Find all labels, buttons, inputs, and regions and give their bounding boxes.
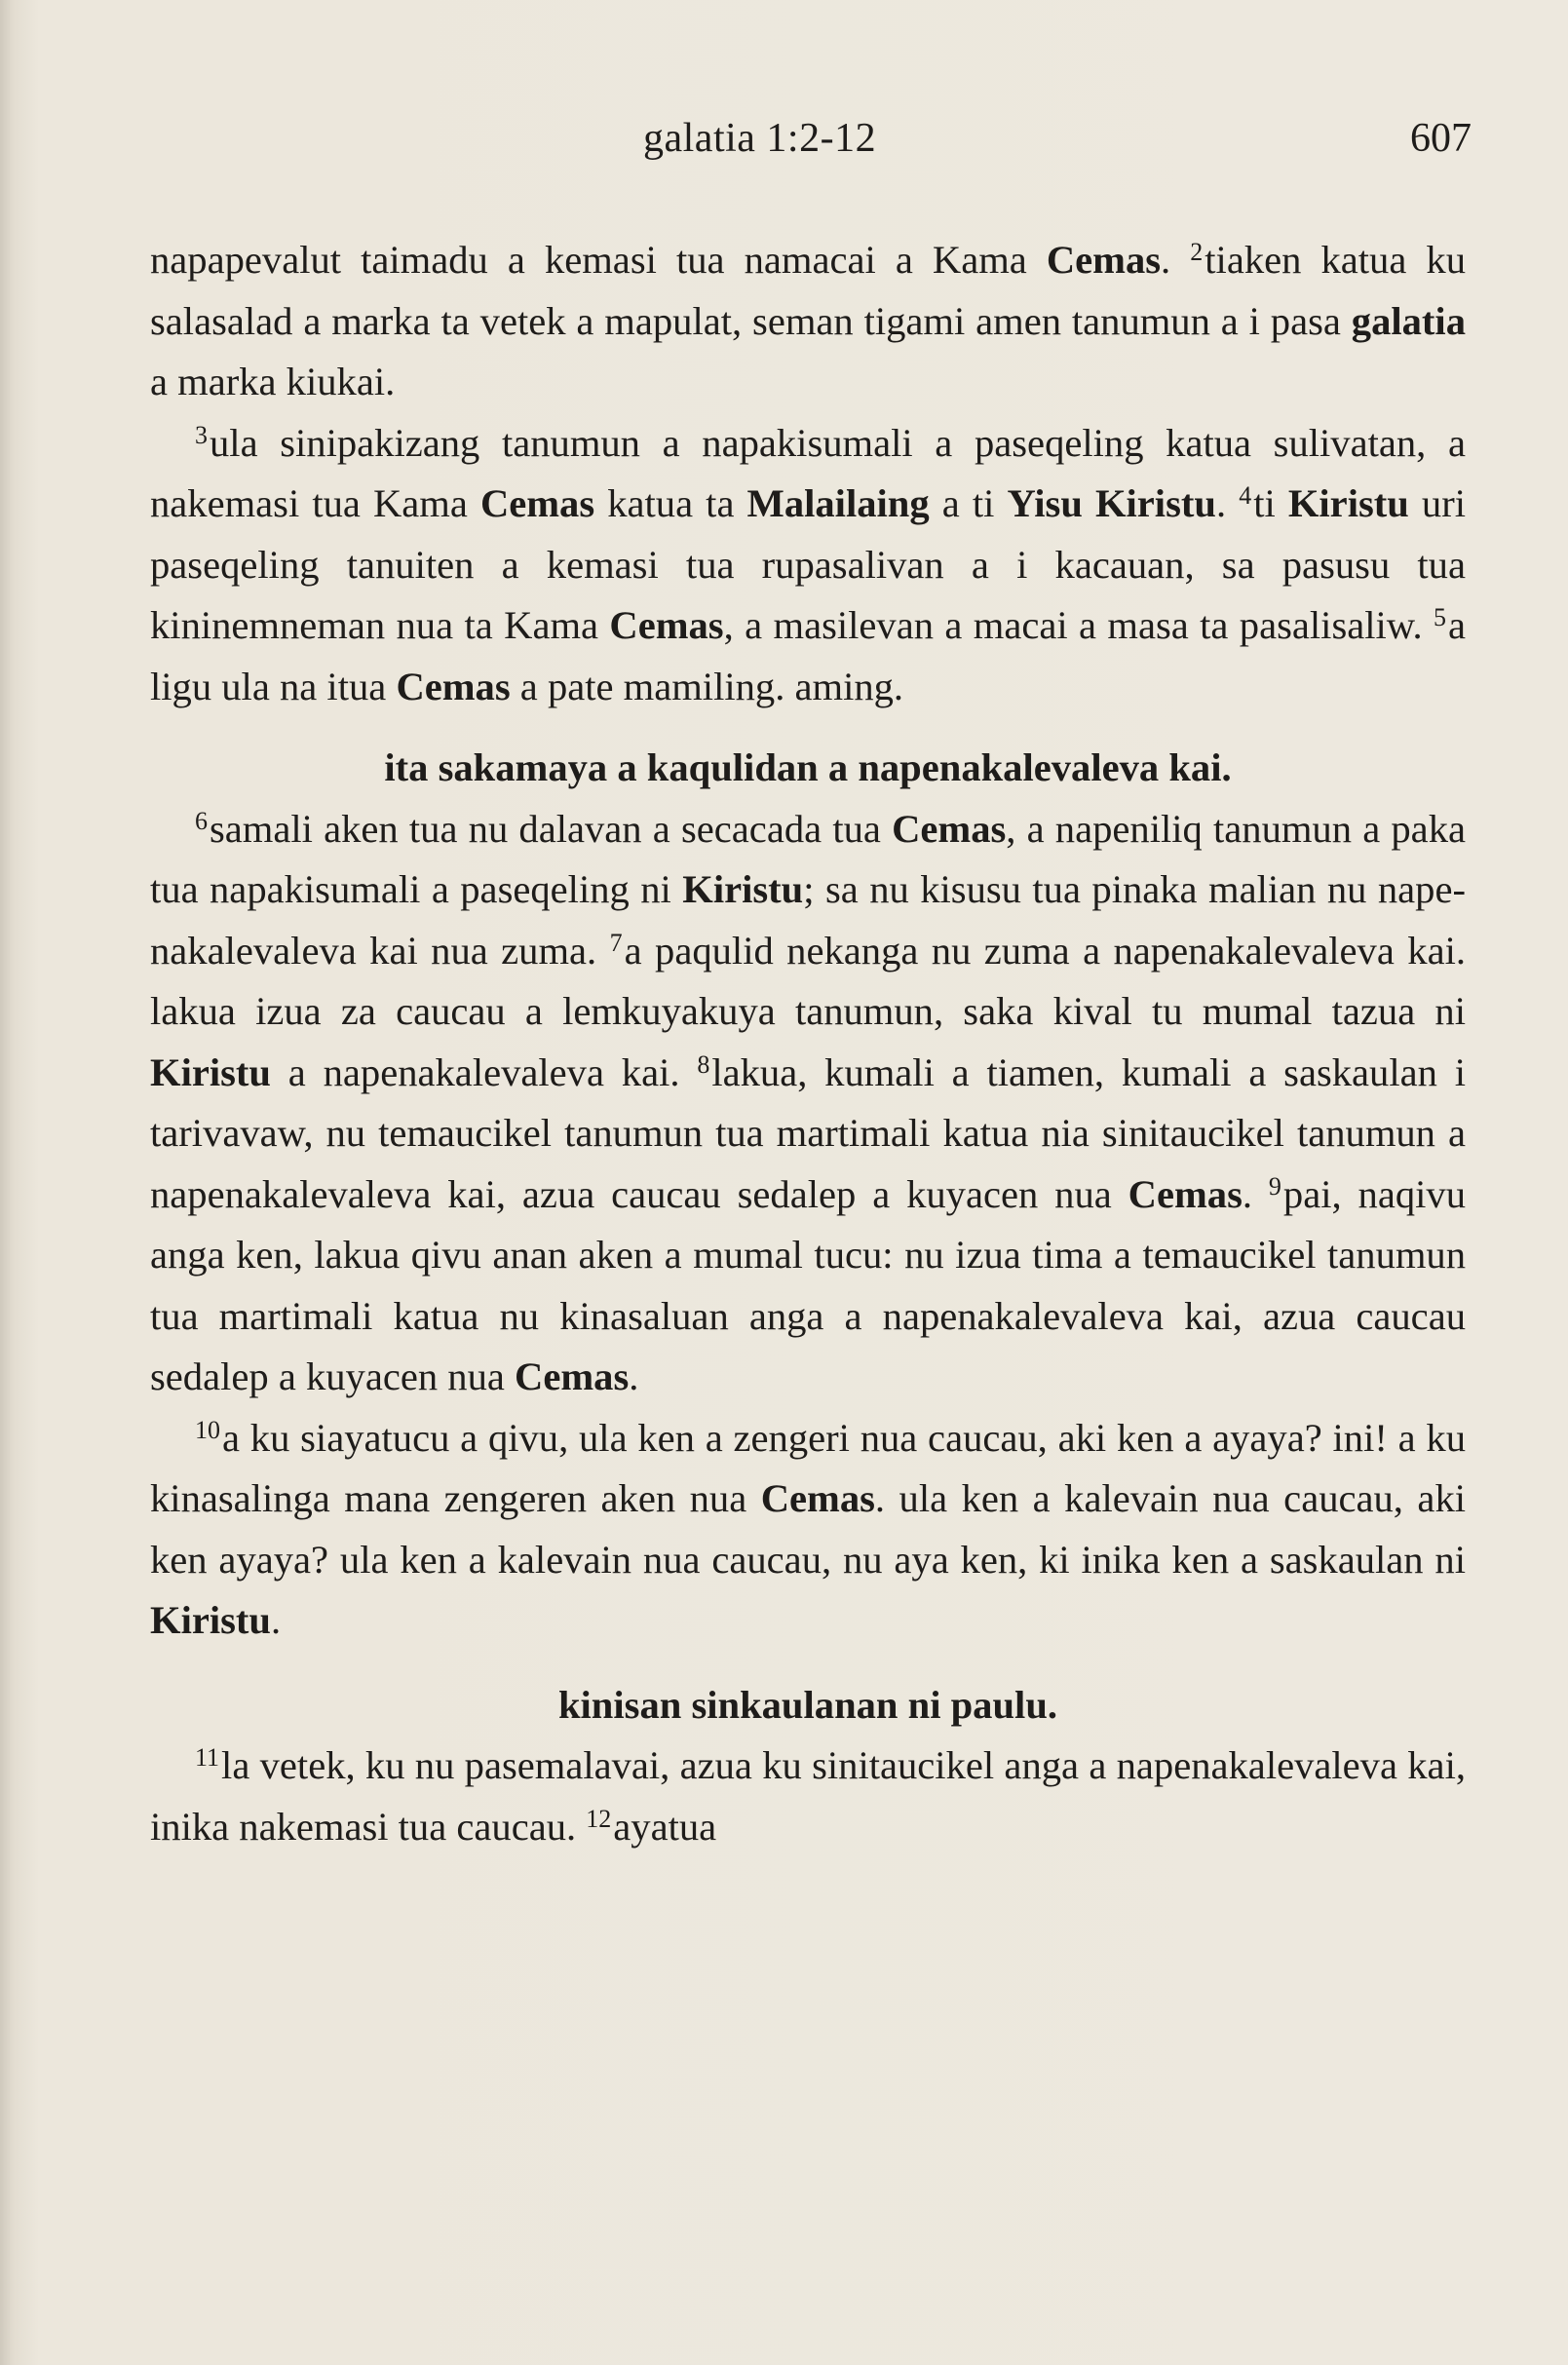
verse-number: 7 — [609, 928, 623, 957]
body-text — [150, 230, 1466, 1857]
bold-name: Yisu Kiristu — [1007, 481, 1216, 525]
spacer — [150, 1652, 1466, 1675]
text-run: samali aken tua nu dalavan a secacada tua — [210, 806, 893, 851]
running-title: galatia 1:2-12 — [643, 116, 877, 161]
text-run: ; sa nu kisusu tua pinaka malian nu napenakalevaleva kai nua zuma. — [150, 867, 1466, 973]
paragraph-4 — [150, 1408, 1466, 1652]
text-run: . — [1161, 238, 1191, 282]
text-run: , a masilevan a macai a masa ta pasalisaliw. — [723, 603, 1434, 647]
text-run: a ti — [929, 481, 1008, 525]
text-run: napapevalut taimadu a kemasi tua namacai a Kama — [150, 238, 1047, 282]
bold-name: Cemas — [609, 603, 724, 647]
text-run: lakua, kumali a tiamen, kumali a saskaulan i tarivavaw, nu temaucikel tanumun tua martimali katua nia sinitaucikel tanumun a napenakalevaleva kai, azua caucau sedalep a kuyacen nua — [150, 1049, 1466, 1216]
section-heading-1: ita sakamaya a kaqulidan a napenakalevaleva kai. — [384, 745, 1232, 789]
verse-number: 2 — [1190, 238, 1204, 266]
text-run: . — [1242, 1171, 1269, 1216]
text-run: a paqulid nekanga nu zuma a napenakalevaleva kai. lakua izua za caucau a lemkuyakuya tanumun, saka kival tu mumal tazua ni — [150, 928, 1466, 1033]
bold-name: Cemas — [892, 806, 1007, 851]
bold-name: Malailaing — [746, 481, 930, 525]
bold-name: Kiristu — [150, 1598, 271, 1642]
text-run: ti — [1253, 481, 1288, 525]
verse-number: 12 — [586, 1804, 612, 1833]
text-run: . — [1215, 481, 1240, 525]
bold-name: Cemas — [1046, 238, 1162, 282]
bold-name: Cemas — [479, 481, 595, 525]
text-run: . — [629, 1354, 639, 1398]
verse-number: 3 — [195, 420, 208, 449]
bold-name: Kiristu — [682, 867, 804, 911]
text-run: a napenakalevaleva kai. — [271, 1049, 698, 1094]
text-run: a marka kiukai. — [150, 360, 396, 403]
verse-number: 5 — [1433, 603, 1446, 631]
paragraph-1 — [150, 230, 1466, 413]
bold-name: Kiristu — [150, 1049, 271, 1094]
text-run: , a napeniliq tanumun a paka tua napakisumali a paseqeling ni — [150, 806, 1466, 911]
text-run: . ula ken a kalevain nua caucau, aki ken ayaya? ula ken a kalevain nua caucau, nu aya ken, ki inika ken a saskaulan ni — [150, 1476, 1467, 1582]
paragraph-3 — [150, 799, 1466, 1408]
page-header — [643, 115, 1472, 173]
bold-name: Cemas — [515, 1354, 630, 1398]
section-heading-2: kinisan sinkaulanan ni paulu. — [557, 1682, 1058, 1727]
text-run: a ku siayatucu a qivu, ula ken a zengeri nua caucau, aki ken a ayaya? ini! a ku kinasalinga mana zengeren aken nua — [150, 1415, 1466, 1520]
bold-name: Cemas — [760, 1476, 875, 1520]
bold-name: Kiristu — [1287, 481, 1409, 525]
spacer — [150, 717, 1466, 738]
verse-number: 4 — [1239, 481, 1252, 510]
paragraph-5 — [150, 1736, 1466, 1857]
text-run: ula sinipakizang tanumun a napakisumali a paseqeling katua sulivatan, a nakemasi tua Kama — [150, 420, 1466, 525]
text-run: a ligu ula na itua — [150, 603, 1466, 708]
text-run: la vetek, ku nu pasemalavai, azua ku sinitaucikel anga a napenakalevaleva kai, inika nakemasi tua caucau. — [150, 1743, 1466, 1849]
page-number: 607 — [1410, 116, 1472, 161]
text-run: katua ta — [594, 481, 747, 525]
text-run: ayatua — [613, 1804, 717, 1849]
text-run: uri paseqeling tanuiten a kemasi tua rupasalivan a i kacauan, sa pasusu tua kininemneman nua ta Kama — [150, 481, 1466, 647]
verse-number: 9 — [1268, 1171, 1281, 1201]
text-run: a pate mamiling. aming. — [510, 664, 904, 708]
paragraph-2 — [150, 413, 1466, 718]
bold-name: galatia — [1351, 298, 1466, 343]
bold-name: Cemas — [1128, 1171, 1243, 1216]
verse-number: 10 — [195, 1415, 220, 1444]
text-run: pai, naqivu anga ken, lakua qivu anan aken a mumal tucu: nu izua tima a temaucikel tanumun tua martimali katua nu kinasaluan anga a napenakalevaleva kai, azua caucau sedalep a kuyacen nua — [150, 1171, 1466, 1398]
verse-number: 8 — [697, 1049, 710, 1079]
text-run: . — [271, 1598, 282, 1642]
bold-name: Cemas — [396, 664, 511, 708]
text-run: tiaken katua ku salasalad a marka ta vetek a mapulat, seman tigami amen tanumun a i pasa — [150, 238, 1466, 343]
verse-number: 6 — [195, 806, 208, 835]
verse-number: 11 — [195, 1743, 220, 1772]
